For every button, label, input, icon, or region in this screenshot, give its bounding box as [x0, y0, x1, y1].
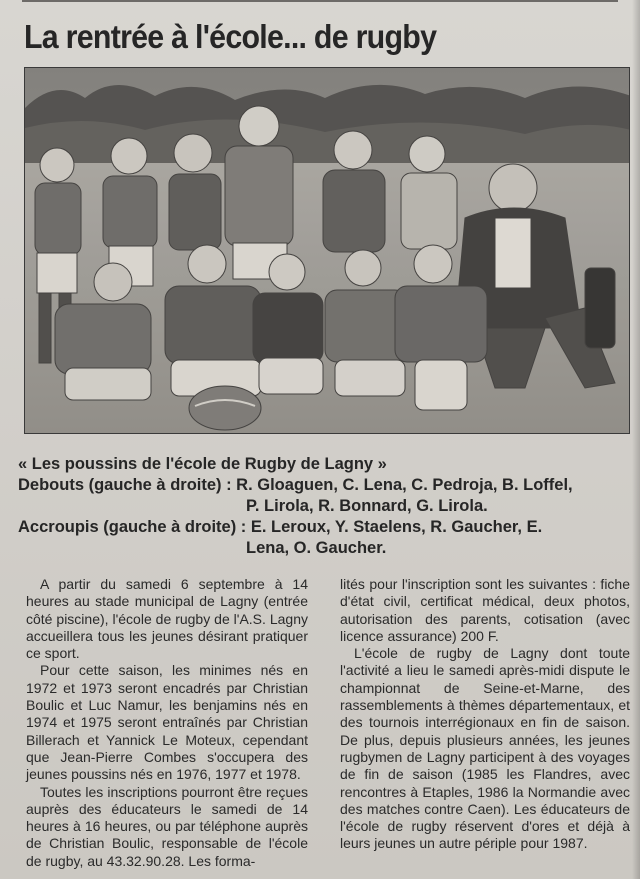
team-photo-illustration — [25, 68, 630, 434]
left-paragraph-2: Pour cette saison, les minimes nés en 1972 et 1973 seront encadrés par Christian Boulic et Luc Namur, les benjamins nés en 1974 et 1975 seront entraînés par Christian Billerach et Yannick Le Moteux, cependant que Jean-Pierre Combes s'occupera des jeunes poussins nés en 1976, 1977 et 1978. — [26, 662, 308, 783]
top-rule — [22, 0, 618, 2]
article-column-right — [340, 576, 630, 853]
caption-standing-line-2: P. Lirola, R. Bonnard, G. Lirola. — [246, 497, 488, 515]
photo-caption — [18, 454, 630, 559]
article-column-left — [26, 576, 308, 870]
caption-crouching-line-1: Accroupis (gauche à droite) : E. Leroux, Y. Staelens, R. Gaucher, E. — [18, 518, 543, 536]
page-edge-shadow — [632, 0, 640, 879]
left-paragraph-1: A partir du samedi 6 septembre à 14 heures au stade municipal de Lagny (entrée côté piscine), l'école de rugby de l'A.S. Lagny accueillera tous les jeunes désirant pratiquer ce sport. — [26, 576, 308, 662]
left-paragraph-3: Toutes les inscriptions pourront être reçues auprès des éducateurs le samedi de 14 heures à 16 heures, ou par téléphone auprès de Christian Boulic, responsable de l'école de rugby, au 43.32.90.28. Les forma- — [26, 783, 308, 869]
article-headline: La rentrée à l'école... de rugby — [24, 18, 437, 55]
caption-title: « Les poussins de l'école de Rugby de Lagny » — [18, 455, 387, 473]
caption-crouching-line-2: Lena, O. Gaucher. — [246, 539, 387, 557]
right-paragraph-1: lités pour l'inscription sont les suivantes : fiche d'état civil, certificat médical, deux photos, autorisation des parents, cotisation (avec licence assurance) 200 F. — [340, 576, 630, 644]
caption-standing-line-1: Debouts (gauche à droite) : R. Gloaguen, C. Lena, C. Pedroja, B. Loffel, — [18, 476, 573, 494]
right-paragraph-2: L'école de rugby de Lagny dont toute l'activité a lieu le samedi après-midi dispute le championnat de Seine-et-Marne, des rassemblements à thèmes départementaux, et des tournois interrégionaux en fin de saison. De plus, depuis plusieurs années, les jeunes rugbymen de Lagny participent à des voyages de fin de saison (1985 les Flandres, avec rencontres à Etaples, 1986 la Normandie avec des matches contre Caen). Les éducateurs de l'école de rugby réservent d'ores et déjà à leurs jeunes un autre périple pour 1987. — [340, 645, 630, 852]
team-photo — [24, 67, 630, 434]
